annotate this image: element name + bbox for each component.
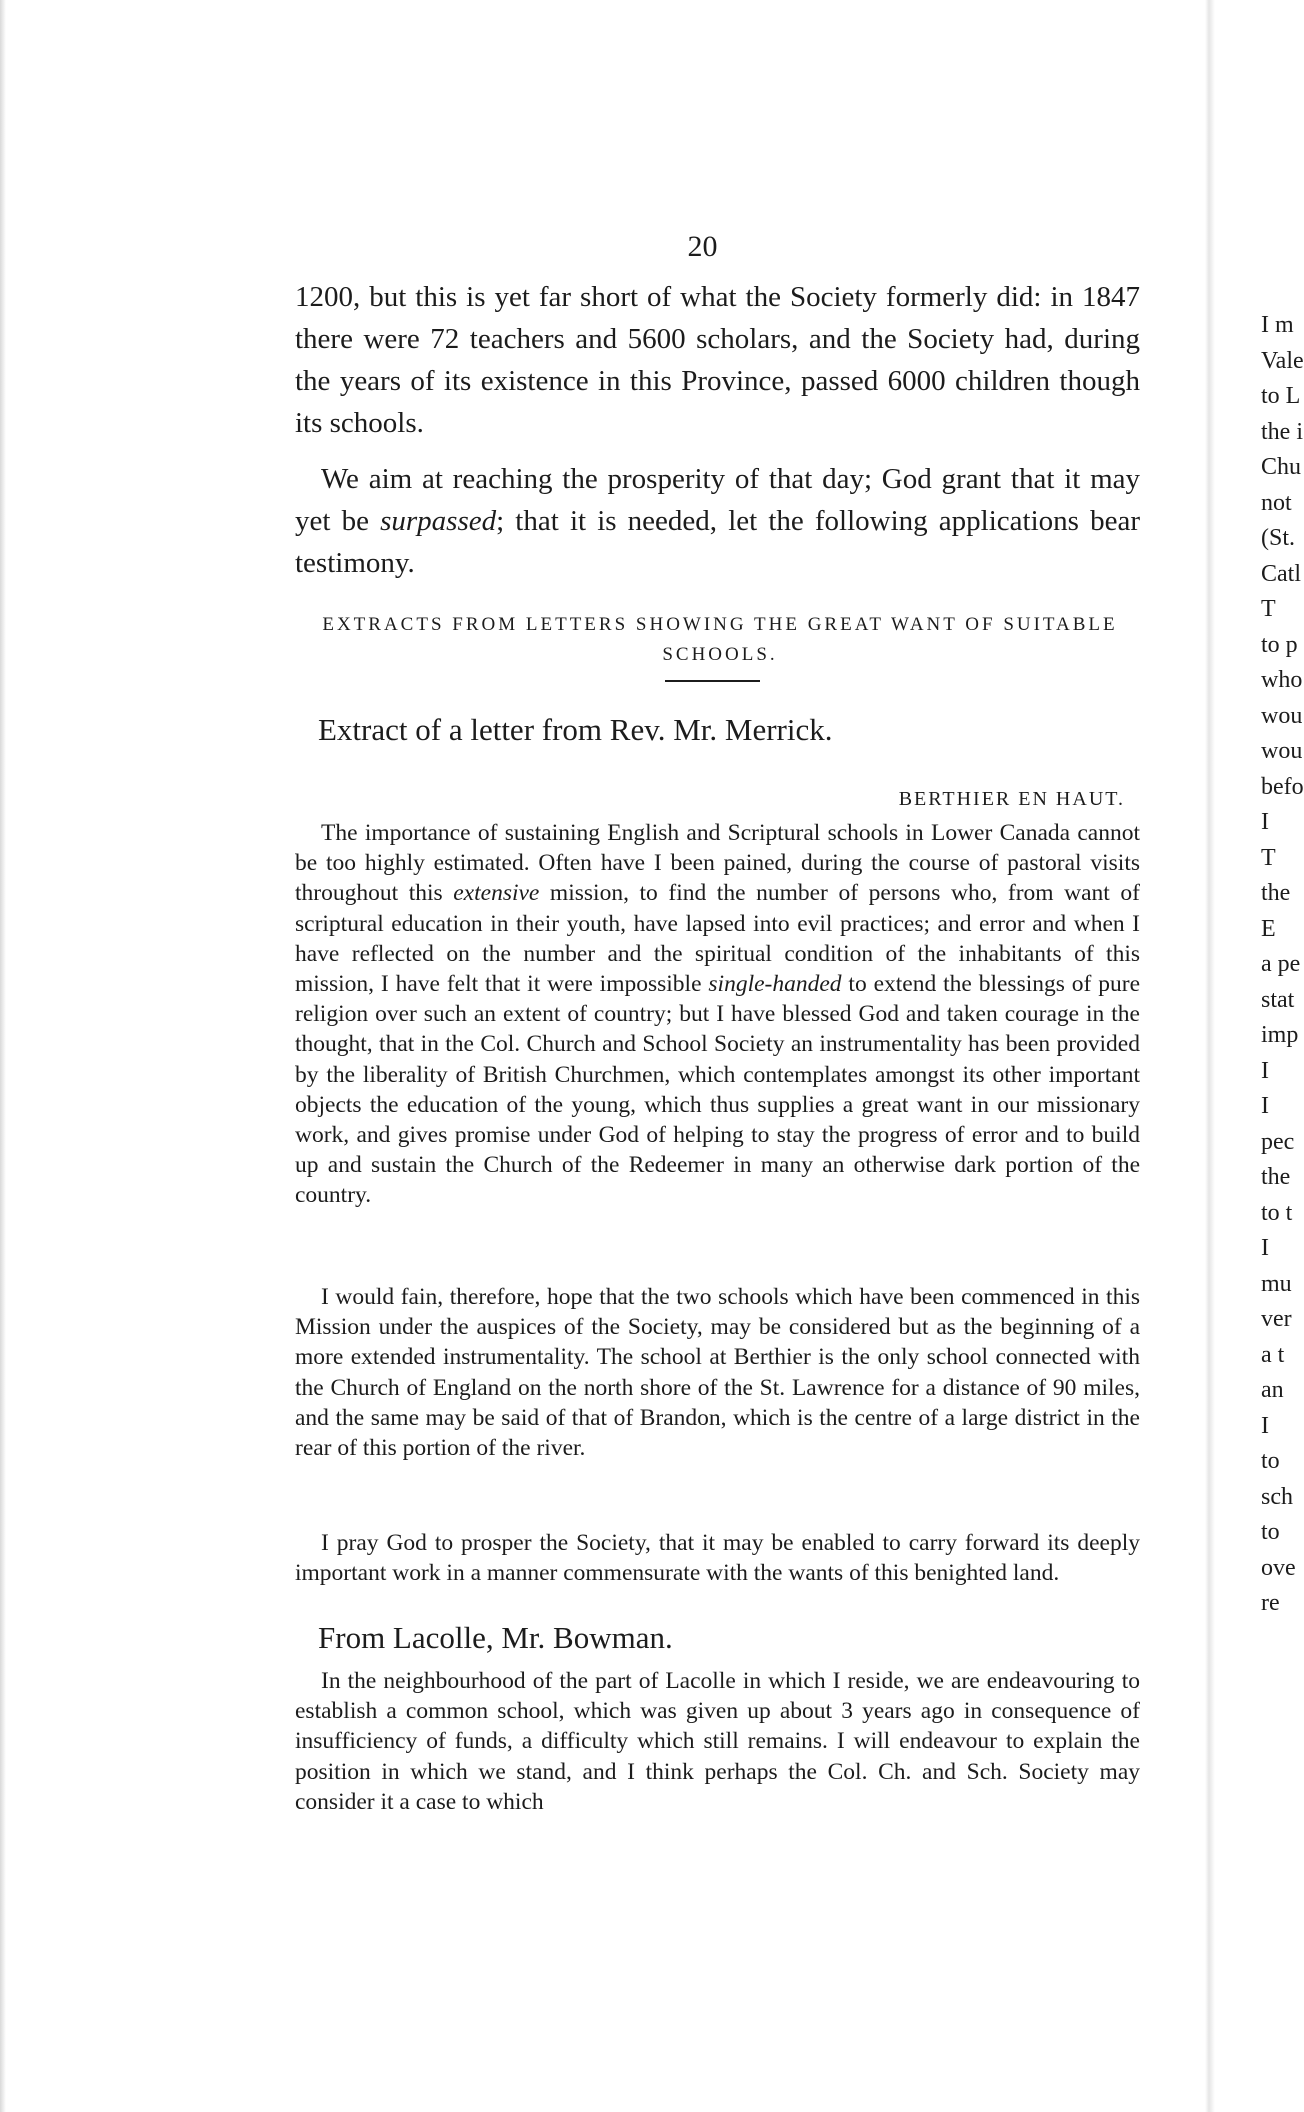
letter-bowman-heading: From Lacolle, Mr. Bowman. [318, 1620, 673, 1655]
adjacent-page-fragment: a pe [1261, 951, 1301, 977]
adjacent-page-fragment: to [1261, 1519, 1280, 1545]
letter-merrick-heading: Extract of a letter from Rev. Mr. Merrick. [318, 712, 833, 747]
section-rule [665, 680, 760, 682]
letter-merrick-paragraph-1 [295, 818, 1140, 1211]
adjacent-page-fragment: stat [1261, 986, 1295, 1013]
adjacent-page-fragment: I [1261, 1057, 1269, 1084]
merrick-p1-emphasis-single-handed: single-handed [708, 971, 842, 998]
adjacent-page-fragment: T [1261, 844, 1276, 871]
page-number: 20 [687, 230, 718, 263]
adjacent-page-fragment: the [1261, 880, 1291, 906]
adjacent-page-fragment: to p [1261, 631, 1298, 658]
extracts-heading: EXTRACTS FROM LETTERS SHOWING THE GREAT WANT OF SUITABLE SCHOOLS. [322, 614, 1118, 665]
scan-edge [0, 0, 6, 2112]
adjacent-page-fragment: the [1261, 1164, 1291, 1190]
adjacent-page-fragment: Chu [1261, 454, 1302, 480]
adjacent-page-fragment: I m [1261, 312, 1294, 338]
opening-paragraph: 1200, but this is yet far short of what the Society formerly did: in 1847 there were 72 teachers and 5600 scholars, and the Society had, during the years of its existence in this Province, passed 6000 children though its schools. [295, 281, 1140, 439]
adjacent-page-fragment: sch [1261, 1483, 1293, 1510]
adjacent-page-fragment: I [1261, 1412, 1269, 1439]
adjacent-page-fragment: I [1261, 1093, 1269, 1119]
page-gutter [1205, 0, 1215, 2112]
adjacent-page-fragment: I [1261, 809, 1269, 835]
adjacent-page-fragment: E [1261, 915, 1276, 942]
adjacent-page-fragment: (St. [1261, 525, 1296, 551]
adjacent-page [1215, 0, 1304, 2112]
adjacent-page-fragment: ove [1261, 1554, 1296, 1581]
letter-merrick-paragraph-3: I pray God to prosper the Society, that it may be enabled to carry forward its deeply important work in a manner commensurate with the wants of this benighted land. [295, 1530, 1140, 1587]
book-page [250, 0, 1155, 2112]
adjacent-page-fragment: befo [1261, 773, 1304, 800]
aim-text-start: We aim at reaching the prosperity of that day; God grant that it may yet be [295, 463, 1140, 537]
merrick-p1-text-b: mission, to find the number of persons who, from want of scriptural education in their youth, have lapsed into evil practices; and error and when I have reflected on the number and the spiritual condition of the inhabitants of this mission, I have felt that it were impossible [295, 880, 1140, 998]
merrick-p1-text-a: The importance of sustaining English and Scriptural schools in Lower Canada cannot be too highly estimated. Often have I been pained, during the course of pastoral visits throughout this [295, 820, 1140, 907]
letter-bowman-paragraph-1: In the neighbourhood of the part of Lacolle in which I reside, we are endeavouring to establish a common school, which was given up about 3 years ago in consequence of insufficiency of funds, a difficulty which still remains. I will endeavour to explain the position in which we stand, and I think perhaps the Col. Ch. and Sch. Society may consider it a case to which [295, 1668, 1140, 1815]
adjacent-page-fragment: an [1261, 1377, 1284, 1403]
merrick-p1-emphasis-extensive: extensive [453, 880, 540, 907]
adjacent-page-fragment: T [1261, 596, 1276, 622]
adjacent-page-fragment: wou [1261, 738, 1303, 764]
aim-emphasis: surpassed [380, 505, 497, 537]
adjacent-page-fragment: not [1261, 489, 1292, 516]
adjacent-page-fragment: to L [1261, 383, 1301, 409]
letter-merrick-paragraph-2: I would fain, therefore, hope that the two schools which have been commenced in this Mission under the auspices of the Society, may be considered but as the beginning of a more extended instrumentality. The school at Berthier is the only school connected with the Church of England on the north shore of the St. Lawrence for a distance of 90 miles, and the same may be said of that of Brandon, which is the centre of a large district in the rear of this portion of the river. [295, 1284, 1140, 1462]
adjacent-page-fragment: wou [1261, 702, 1303, 729]
aim-text-end: ; that it is needed, let the following applications bear testimony. [295, 505, 1140, 579]
adjacent-page-fragment: Vale [1261, 347, 1304, 374]
adjacent-page-fragment: to [1261, 1448, 1280, 1474]
adjacent-page-fragment: to t [1261, 1199, 1293, 1226]
adjacent-page-fragment: who [1261, 667, 1303, 693]
adjacent-page-fragment: mu [1261, 1270, 1292, 1297]
adjacent-page-fragment: the i [1261, 418, 1303, 445]
letter-merrick-place: BERTHIER EN HAUT. [898, 788, 1125, 810]
adjacent-page-fragment: re [1261, 1590, 1280, 1616]
adjacent-page-fragment: I [1261, 1235, 1269, 1261]
merrick-p1-text-c: to extend the blessings of pure religion over such an extent of country; but I have blessed God and taken courage in the thought, that in the Col. Church and School Society an instrumentality has been provided by the liberality of British Churchmen, which contemplates amongst its other important objects the education of the young, which thus supplies a great want in our missionary work, and gives promise under God of helping to stay the progress of error and to build up and sustain the Church of the Redeemer in many an otherwise dark portion of the country. [295, 971, 1141, 1209]
adjacent-page-fragment: a t [1261, 1341, 1285, 1368]
adjacent-page-fragment: pec [1261, 1128, 1295, 1155]
adjacent-page-text [1261, 308, 1304, 1622]
aim-paragraph [295, 458, 1140, 584]
adjacent-page-fragment: imp [1261, 1022, 1299, 1048]
adjacent-page-fragment: ver [1261, 1306, 1292, 1332]
adjacent-page-fragment: Catl [1261, 560, 1301, 587]
